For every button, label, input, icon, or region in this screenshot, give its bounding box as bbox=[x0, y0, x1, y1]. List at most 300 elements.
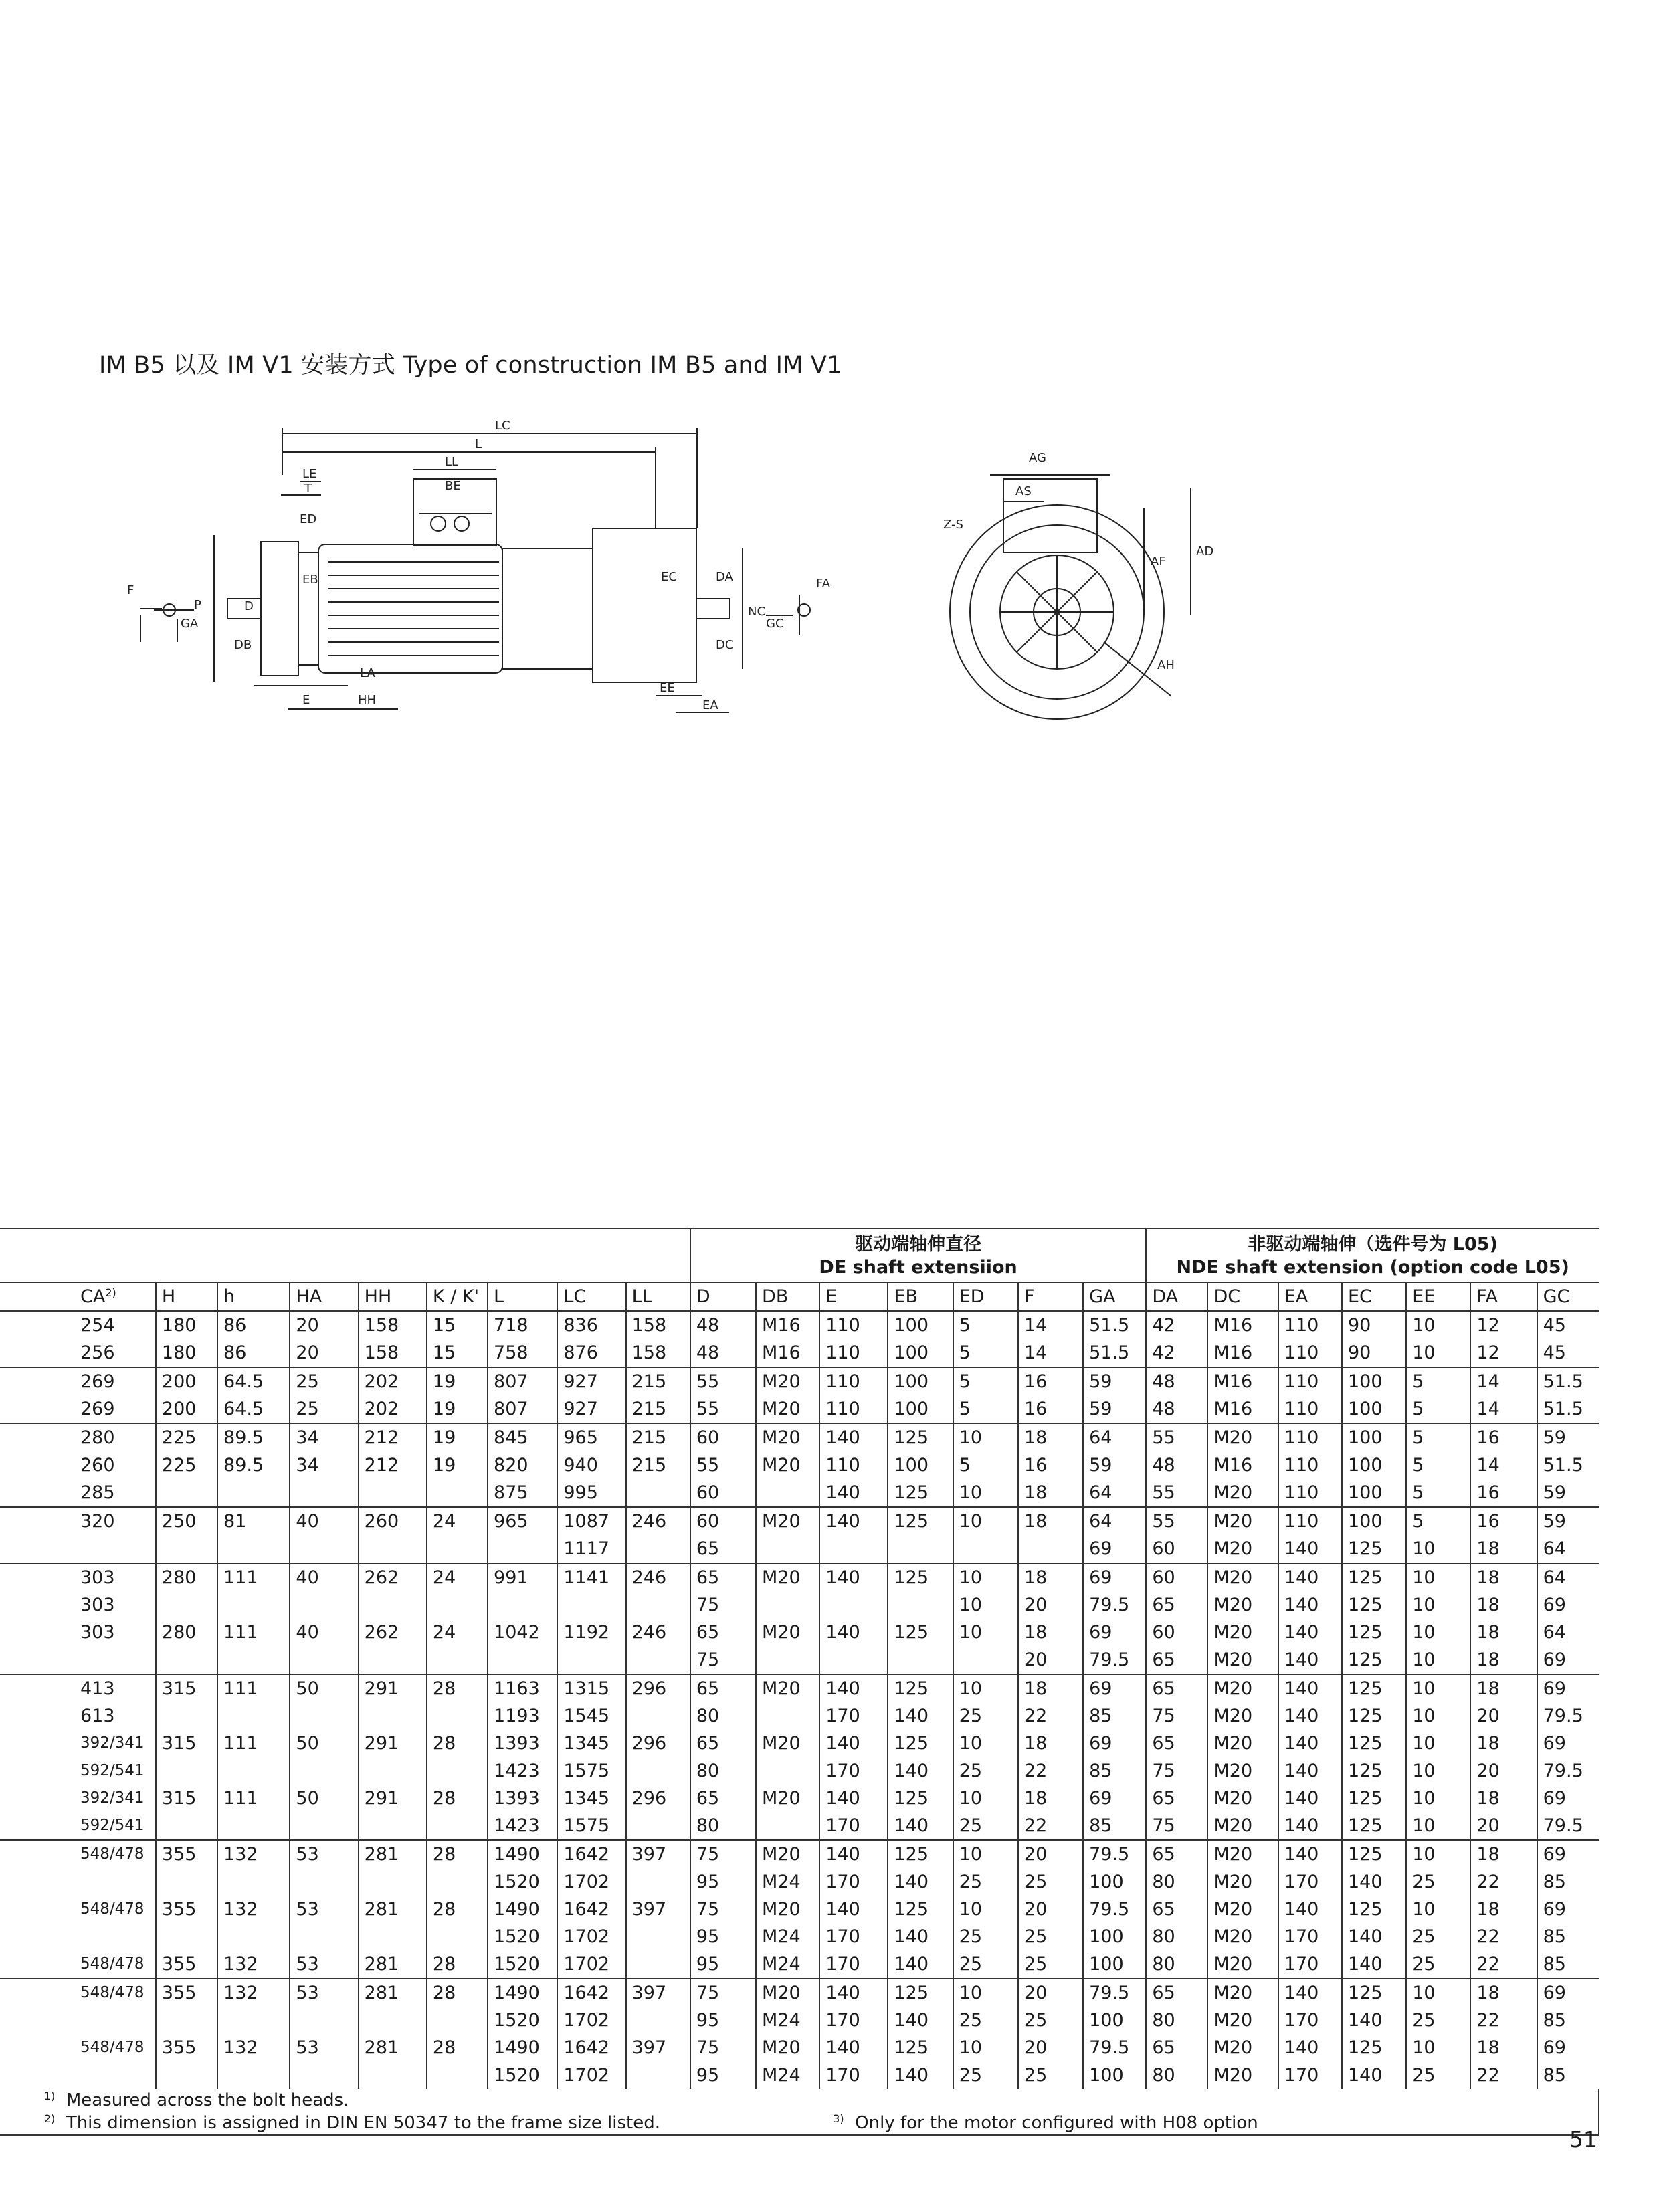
table-cell: 170 bbox=[819, 1757, 888, 1785]
label-F: F bbox=[127, 583, 134, 597]
table-cell: 758 bbox=[488, 1339, 557, 1367]
table-cell: 69 bbox=[1537, 1979, 1599, 2007]
table-cell: 18 bbox=[1470, 1730, 1537, 1757]
table-cell: M20 bbox=[756, 1367, 819, 1395]
table-cell: 69 bbox=[1083, 1563, 1146, 1591]
footnote-row-1 bbox=[0, 2089, 1599, 2112]
table-cell bbox=[156, 1591, 217, 1619]
table-cell: M20 bbox=[756, 1507, 819, 1535]
table-cell: 80 bbox=[690, 1702, 756, 1730]
table-cell: 79.5 bbox=[1083, 2034, 1146, 2062]
label-EB: EB bbox=[302, 573, 318, 587]
label-EE: EE bbox=[660, 681, 675, 695]
table-cell: 927 bbox=[557, 1395, 625, 1423]
table-cell: 158 bbox=[359, 1311, 427, 1339]
table-cell: 140 bbox=[819, 1785, 888, 1812]
table-cell bbox=[626, 1950, 690, 1979]
table-cell: 10 bbox=[1406, 1840, 1470, 1868]
table-cell: 10 bbox=[953, 1423, 1018, 1451]
table-cell: 18 bbox=[1470, 1674, 1537, 1702]
table-cell: 125 bbox=[888, 1563, 953, 1591]
table-cell: 110 bbox=[1278, 1339, 1342, 1367]
table-cell: 64.5 bbox=[217, 1367, 290, 1395]
table-row bbox=[0, 1923, 1599, 1950]
table-cell: 140 bbox=[888, 1812, 953, 1840]
table-cell: 1042 bbox=[488, 1619, 557, 1646]
table-row bbox=[0, 1479, 1599, 1507]
table-cell: 1545 bbox=[557, 1702, 625, 1730]
column-header bbox=[756, 1282, 819, 1311]
table-cell: 140 bbox=[819, 1423, 888, 1451]
label-EC: EC bbox=[661, 570, 677, 584]
column-header-label: DA bbox=[1152, 1286, 1179, 1307]
table-cell: 110 bbox=[1278, 1479, 1342, 1507]
table-cell: 140 bbox=[1278, 1646, 1342, 1674]
table-cell: 69 bbox=[1537, 1591, 1599, 1619]
table-cell: 1702 bbox=[557, 1923, 625, 1950]
table-cell: 95 bbox=[690, 2062, 756, 2089]
ca-footnote-mark: 2) bbox=[105, 1286, 116, 1299]
table-cell: 202 bbox=[359, 1367, 427, 1395]
table-cell: 158 bbox=[359, 1339, 427, 1367]
table-cell: 225 bbox=[156, 1423, 217, 1451]
table-cell: 75 bbox=[690, 1840, 756, 1868]
table-cell: 65 bbox=[690, 1730, 756, 1757]
table-cell: 10 bbox=[1406, 1979, 1470, 2007]
table-cell: 25 bbox=[953, 1757, 1018, 1785]
table-cell bbox=[290, 1646, 358, 1674]
table-cell: 140 bbox=[819, 1479, 888, 1507]
table-cell: M16 bbox=[1207, 1311, 1278, 1339]
table-cell: 90 bbox=[1342, 1339, 1406, 1367]
table-cell: 548/478 bbox=[0, 1950, 156, 1979]
table-cell: M20 bbox=[1207, 2034, 1278, 2062]
table-cell: 170 bbox=[819, 1868, 888, 1896]
table-cell bbox=[359, 1479, 427, 1507]
table-cell: 413 bbox=[80, 1678, 115, 1699]
table-cell: 20 bbox=[1470, 1702, 1537, 1730]
table-row bbox=[0, 1646, 1599, 1674]
table-cell: 75 bbox=[690, 1591, 756, 1619]
table-cell: 86 bbox=[217, 1311, 290, 1339]
table-cell: 1087 bbox=[557, 1507, 625, 1535]
table-cell: 100 bbox=[888, 1311, 953, 1339]
table-cell: 40 bbox=[290, 1507, 358, 1535]
column-header-label: HH bbox=[364, 1286, 392, 1307]
table-cell: 18 bbox=[1470, 2034, 1537, 2062]
nde-shaft-en: NDE shaft extension (option code L05) bbox=[1176, 1257, 1569, 1278]
table-cell: 296 bbox=[626, 1674, 690, 1702]
table-cell: M24 bbox=[756, 1950, 819, 1979]
table-cell: 18 bbox=[1470, 1563, 1537, 1591]
table-cell: 90 bbox=[1342, 1311, 1406, 1339]
table-cell: 10 bbox=[1406, 1730, 1470, 1757]
table-cell: 10 bbox=[1406, 1674, 1470, 1702]
table-cell: 158 bbox=[626, 1339, 690, 1367]
table-cell: M20 bbox=[756, 1979, 819, 2007]
table-cell: 16 bbox=[1018, 1395, 1083, 1423]
table-cell: M16 bbox=[1207, 1339, 1278, 1367]
table-cell: 100 bbox=[1083, 2062, 1146, 2089]
table-cell: M20 bbox=[756, 1674, 819, 1702]
table-cell: 1423 bbox=[488, 1757, 557, 1785]
table-cell bbox=[156, 1535, 217, 1563]
table-cell: 1642 bbox=[557, 1840, 625, 1868]
table-cell: M20 bbox=[1207, 1674, 1278, 1702]
table-cell: 125 bbox=[888, 1896, 953, 1923]
table-cell: 132 bbox=[217, 1896, 290, 1923]
table-cell: 25 bbox=[1018, 1950, 1083, 1979]
table-cell: 100 bbox=[1342, 1479, 1406, 1507]
table-cell: 200 bbox=[156, 1367, 217, 1395]
table-cell: 10 bbox=[1406, 1646, 1470, 1674]
table-cell: 5 bbox=[1406, 1451, 1470, 1479]
table-cell: 75 bbox=[1146, 1812, 1207, 1840]
table-cell: 85 bbox=[1537, 2007, 1599, 2034]
table-cell: 592/541 bbox=[0, 1812, 156, 1840]
table-cell: 51.5 bbox=[1083, 1311, 1146, 1339]
table-cell: 254 bbox=[80, 1315, 115, 1336]
table-cell: M20 bbox=[1207, 1979, 1278, 2007]
table-cell: 22 bbox=[1018, 1757, 1083, 1785]
table-cell: M16 bbox=[756, 1339, 819, 1367]
table-cell: 20 bbox=[1018, 1591, 1083, 1619]
table-cell: 69 bbox=[1083, 1535, 1146, 1563]
table-cell: 59 bbox=[1083, 1451, 1146, 1479]
table-cell bbox=[359, 2062, 427, 2089]
table-cell: 110 bbox=[1278, 1423, 1342, 1451]
table-cell: 125 bbox=[888, 1423, 953, 1451]
table-cell: 291 bbox=[359, 1730, 427, 1757]
table-cell: 18 bbox=[1470, 1840, 1537, 1868]
table-cell: M20 bbox=[756, 1563, 819, 1591]
table-cell: 355 bbox=[156, 1896, 217, 1923]
table-cell: 125 bbox=[888, 2034, 953, 2062]
column-header bbox=[1083, 1282, 1146, 1311]
table-cell: 40 bbox=[290, 1619, 358, 1646]
table-cell: 20 bbox=[1470, 1757, 1537, 1785]
table-cell: 25 bbox=[1018, 2062, 1083, 2089]
table-cell bbox=[626, 1591, 690, 1619]
table-cell: 69 bbox=[1537, 1785, 1599, 1812]
table-cell: 10 bbox=[1406, 1563, 1470, 1591]
table-cell: 18 bbox=[1018, 1507, 1083, 1535]
table-cell: 10 bbox=[1406, 1339, 1470, 1367]
table-cell: 48 bbox=[690, 1311, 756, 1339]
table-cell: 125 bbox=[888, 1674, 953, 1702]
table-cell bbox=[427, 2062, 488, 2089]
table-cell: 125 bbox=[1342, 1812, 1406, 1840]
table-cell: 25 bbox=[953, 2062, 1018, 2089]
table-cell: 110 bbox=[1278, 1311, 1342, 1339]
column-header-label: FA bbox=[1476, 1286, 1498, 1307]
table-cell bbox=[359, 1646, 427, 1674]
label-AS: AS bbox=[1015, 484, 1032, 498]
table-cell: 50 bbox=[290, 1730, 358, 1757]
table-cell: 1163 bbox=[488, 1674, 557, 1702]
table-cell: 111 bbox=[217, 1619, 290, 1646]
table-cell bbox=[290, 1757, 358, 1785]
column-header-label: EA bbox=[1284, 1286, 1308, 1307]
table-cell: 100 bbox=[1083, 1868, 1146, 1896]
table-cell: M20 bbox=[756, 2034, 819, 2062]
label-HH: HH bbox=[358, 693, 377, 707]
table-cell bbox=[0, 1646, 156, 1674]
table-cell: 1520 bbox=[488, 2062, 557, 2089]
table-cell: 50 bbox=[290, 1785, 358, 1812]
label-T: T bbox=[304, 482, 312, 496]
table-cell bbox=[290, 2062, 358, 2089]
table-cell: 100 bbox=[888, 1339, 953, 1367]
table-cell: M20 bbox=[756, 1451, 819, 1479]
table-cell: 250 bbox=[156, 1507, 217, 1535]
table-cell: 25 bbox=[1406, 2007, 1470, 2034]
table-cell: 79.5 bbox=[1083, 1840, 1146, 1868]
table-cell: 69 bbox=[1083, 1674, 1146, 1702]
table-cell: 281 bbox=[359, 1896, 427, 1923]
table-cell: 80 bbox=[1146, 1950, 1207, 1979]
table-cell: 125 bbox=[1342, 1785, 1406, 1812]
table-cell: 110 bbox=[819, 1339, 888, 1367]
table-cell: 170 bbox=[1278, 2062, 1342, 2089]
table-cell: 1345 bbox=[557, 1730, 625, 1757]
table-cell: 140 bbox=[819, 2034, 888, 2062]
table-cell: 12 bbox=[1470, 1311, 1537, 1339]
table-cell: 836 bbox=[557, 1311, 625, 1339]
footnote-row-2 bbox=[0, 2112, 1599, 2135]
table-cell: 100 bbox=[1342, 1395, 1406, 1423]
table-cell: 125 bbox=[888, 1619, 953, 1646]
table-cell: M24 bbox=[756, 2062, 819, 2089]
table-cell: 140 bbox=[1278, 1702, 1342, 1730]
table-cell: 10 bbox=[1406, 1619, 1470, 1646]
table-cell: 965 bbox=[488, 1507, 557, 1535]
table-cell: 18 bbox=[1470, 1979, 1537, 2007]
column-header-label: EC bbox=[1347, 1286, 1372, 1307]
table-row bbox=[0, 1757, 1599, 1785]
table-cell: 140 bbox=[1278, 1563, 1342, 1591]
table-cell: 548/478 bbox=[80, 1845, 144, 1863]
column-header-label: GC bbox=[1543, 1286, 1570, 1307]
table-cell: 1490 bbox=[488, 2034, 557, 2062]
table-cell: 42 bbox=[1146, 1311, 1207, 1339]
table-cell: 170 bbox=[1278, 1950, 1342, 1979]
table-cell: M20 bbox=[1207, 1923, 1278, 1950]
table-cell: 132 bbox=[217, 1840, 290, 1868]
table-cell: 25 bbox=[953, 1812, 1018, 1840]
table-cell: 180 bbox=[156, 1311, 217, 1339]
table-row bbox=[0, 1507, 1599, 1535]
table-cell: 85 bbox=[1083, 1812, 1146, 1840]
table-cell: 820 bbox=[488, 1451, 557, 1479]
column-header bbox=[217, 1282, 290, 1311]
table-cell bbox=[756, 1535, 819, 1563]
table-cell bbox=[156, 2007, 217, 2034]
table-cell: 65 bbox=[1146, 1730, 1207, 1757]
table-cell: 25 bbox=[1018, 1923, 1083, 1950]
table-cell: 14 bbox=[1470, 1367, 1537, 1395]
table-cell: 79.5 bbox=[1083, 1896, 1146, 1923]
label-LA: LA bbox=[360, 666, 375, 680]
table-cell: 202 bbox=[359, 1395, 427, 1423]
table-cell bbox=[0, 2007, 156, 2034]
table-cell: M20 bbox=[1207, 1950, 1278, 1979]
table-cell: 18 bbox=[1470, 1896, 1537, 1923]
column-header bbox=[953, 1282, 1018, 1311]
table-cell: 807 bbox=[488, 1395, 557, 1423]
table-cell bbox=[626, 2007, 690, 2034]
label-LE: LE bbox=[302, 467, 317, 481]
table-cell bbox=[359, 1757, 427, 1785]
table-cell: 1393 bbox=[488, 1730, 557, 1757]
table-cell bbox=[427, 1812, 488, 1840]
table-cell: 45 bbox=[1537, 1339, 1599, 1367]
label-DB: DB bbox=[234, 638, 252, 652]
table-cell: M20 bbox=[1207, 1423, 1278, 1451]
table-cell bbox=[488, 1535, 557, 1563]
table-cell: 19 bbox=[427, 1367, 488, 1395]
table-cell: 85 bbox=[1537, 1923, 1599, 1950]
table-row bbox=[0, 1868, 1599, 1896]
table-cell: 215 bbox=[626, 1395, 690, 1423]
table-cell: 51.5 bbox=[1083, 1339, 1146, 1367]
footnote-2: This dimension is assigned in DIN EN 50347 to the frame size listed. bbox=[66, 2113, 660, 2133]
table-cell: 269 bbox=[0, 1395, 156, 1423]
table-cell: 95 bbox=[690, 2007, 756, 2034]
table-row bbox=[0, 1730, 1599, 1757]
table-cell: 5 bbox=[1406, 1479, 1470, 1507]
table-cell: 355 bbox=[156, 1979, 217, 2007]
table-row bbox=[0, 1591, 1599, 1619]
table-cell: M16 bbox=[1207, 1367, 1278, 1395]
footnote-1: Measured across the bolt heads. bbox=[66, 2090, 349, 2110]
column-header-label: E bbox=[825, 1286, 838, 1307]
table-cell: 10 bbox=[953, 1591, 1018, 1619]
table-cell: 10 bbox=[1406, 1812, 1470, 1840]
column-header bbox=[156, 1282, 217, 1311]
table-cell: 25 bbox=[1018, 2007, 1083, 2034]
table-cell: 51.5 bbox=[1537, 1395, 1599, 1423]
column-header bbox=[557, 1282, 625, 1311]
table-cell: 315 bbox=[156, 1730, 217, 1757]
table-cell: 1575 bbox=[557, 1757, 625, 1785]
table-cell: 110 bbox=[1278, 1367, 1342, 1395]
table-cell: 65 bbox=[690, 1785, 756, 1812]
table-cell: 69 bbox=[1537, 1840, 1599, 1868]
table-cell: M20 bbox=[1207, 1619, 1278, 1646]
table-cell: 18 bbox=[1470, 1535, 1537, 1563]
table-row bbox=[0, 1451, 1599, 1479]
table-cell bbox=[290, 1812, 358, 1840]
table-cell: 25 bbox=[1406, 1868, 1470, 1896]
table-cell bbox=[427, 2007, 488, 2034]
table-cell: 10 bbox=[953, 1730, 1018, 1757]
column-header bbox=[1278, 1282, 1342, 1311]
table-cell: 140 bbox=[819, 1979, 888, 2007]
table-cell: 303 bbox=[80, 1595, 115, 1615]
table-cell: 140 bbox=[819, 1896, 888, 1923]
table-cell: 140 bbox=[1278, 2034, 1342, 2062]
table-cell: M20 bbox=[756, 1619, 819, 1646]
table-cell: 140 bbox=[819, 1563, 888, 1591]
column-header-label: LL bbox=[631, 1286, 652, 1307]
table-cell: 100 bbox=[1342, 1507, 1406, 1535]
table-cell bbox=[156, 1923, 217, 1950]
table-cell: M20 bbox=[756, 1896, 819, 1923]
table-cell bbox=[156, 1479, 217, 1507]
table-cell: 170 bbox=[819, 1812, 888, 1840]
table-cell: 22 bbox=[1018, 1702, 1083, 1730]
table-cell: 20 bbox=[1018, 1646, 1083, 1674]
table-cell: 281 bbox=[359, 1950, 427, 1979]
column-header bbox=[0, 1282, 156, 1311]
table-cell: 125 bbox=[1342, 1563, 1406, 1591]
table-cell: 65 bbox=[1146, 1674, 1207, 1702]
table-cell: 320 bbox=[80, 1511, 115, 1532]
table-cell: 25 bbox=[290, 1395, 358, 1423]
table-cell bbox=[427, 1702, 488, 1730]
table-cell: 79.5 bbox=[1083, 1646, 1146, 1674]
table-cell: 170 bbox=[819, 2062, 888, 2089]
table-cell: 111 bbox=[217, 1730, 290, 1757]
table-cell: 1490 bbox=[488, 1840, 557, 1868]
table-cell: 40 bbox=[290, 1563, 358, 1591]
label-AG: AG bbox=[1029, 451, 1046, 465]
table-cell: 25 bbox=[1406, 1923, 1470, 1950]
table-cell: 64 bbox=[1083, 1507, 1146, 1535]
table-row bbox=[0, 1812, 1599, 1840]
table-cell bbox=[290, 1702, 358, 1730]
label-LC: LC bbox=[495, 419, 510, 433]
table-cell bbox=[290, 2007, 358, 2034]
table-cell: 10 bbox=[953, 1479, 1018, 1507]
table-cell: 246 bbox=[626, 1507, 690, 1535]
table-cell: 140 bbox=[888, 1923, 953, 1950]
table-cell: 69 bbox=[1083, 1730, 1146, 1757]
table-cell: 28 bbox=[427, 1840, 488, 1868]
table-cell: 80 bbox=[1146, 2007, 1207, 2034]
table-cell: 69 bbox=[1537, 1646, 1599, 1674]
table-cell: 170 bbox=[1278, 2007, 1342, 2034]
footnote-3: Only for the motor configured with H08 option bbox=[855, 2113, 1258, 2133]
table-cell bbox=[217, 2007, 290, 2034]
table-cell: 14 bbox=[1018, 1339, 1083, 1367]
table-cell: M16 bbox=[756, 1311, 819, 1339]
table-cell: 170 bbox=[819, 1923, 888, 1950]
table-cell: 75 bbox=[1146, 1702, 1207, 1730]
table-cell: 64.5 bbox=[217, 1395, 290, 1423]
table-cell: 110 bbox=[1278, 1451, 1342, 1479]
table-row bbox=[0, 1619, 1599, 1646]
table-cell: 59 bbox=[1537, 1479, 1599, 1507]
table-cell: 1520 bbox=[488, 1950, 557, 1979]
table-cell: 140 bbox=[1342, 2007, 1406, 2034]
table-cell: 53 bbox=[290, 1950, 358, 1979]
table-cell: 18 bbox=[1018, 1619, 1083, 1646]
table-cell: 53 bbox=[290, 1979, 358, 2007]
table-cell: 10 bbox=[1406, 1785, 1470, 1812]
table-cell: 28 bbox=[427, 1950, 488, 1979]
table-cell: 28 bbox=[427, 1785, 488, 1812]
table-cell: 125 bbox=[1342, 1535, 1406, 1563]
table-cell: 22 bbox=[1018, 1812, 1083, 1840]
table-cell: 85 bbox=[1537, 2062, 1599, 2089]
table-cell bbox=[359, 1923, 427, 1950]
table-cell: 89.5 bbox=[217, 1423, 290, 1451]
table-cell: 65 bbox=[1146, 2034, 1207, 2062]
table-cell: 215 bbox=[626, 1451, 690, 1479]
table-cell: 60 bbox=[690, 1423, 756, 1451]
